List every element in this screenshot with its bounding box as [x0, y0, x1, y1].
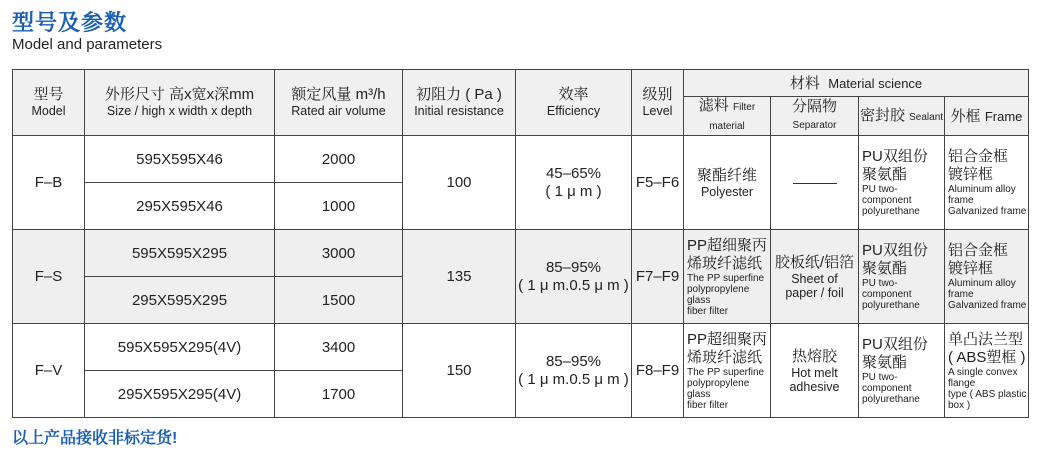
- separator-cell: 胶板纸/铝箔 Sheet of paper / foil: [771, 230, 859, 324]
- sealant-cell: PU双组份 聚氨酯 PU two-component polyurethane: [859, 230, 945, 324]
- table-row: [13, 230, 1029, 277]
- table-row: [13, 324, 1029, 371]
- size-cell: 595X595X46: [85, 136, 275, 183]
- header-efficiency: 效率 Efficiency: [516, 70, 632, 136]
- table-row: [13, 136, 1029, 183]
- frame-cell: 铝合金框 镀锌框 Aluminum alloy frame Galvanized frame: [945, 136, 1029, 230]
- resistance-cell: 100: [403, 136, 516, 230]
- frame-cell: 单凸法兰型 ( ABS塑框 ) A single convex flange type ( ABS plastic box ): [945, 324, 1029, 418]
- size-cell: 295X595X46: [85, 183, 275, 230]
- dash-mark: [793, 183, 837, 184]
- efficiency-cell: 85–95% ( 1 μ m.0.5 μ m ): [516, 324, 632, 418]
- frame-cell: 铝合金框 镀锌框 Aluminum alloy frame Galvanized frame: [945, 230, 1029, 324]
- filter-cell: 聚酯纤维 Polyester: [684, 136, 771, 230]
- header-filter: 滤料 Filter material: [684, 97, 771, 136]
- page-subtitle: Model and parameters: [12, 36, 163, 53]
- air-cell: 1500: [275, 277, 403, 324]
- level-cell: F8–F9: [632, 324, 684, 418]
- size-cell: 595X595X295: [85, 230, 275, 277]
- header-size: 外形尺寸 高x宽x深mm Size / high x width x depth: [85, 70, 275, 136]
- sealant-cell: PU双组份 聚氨酯 PU two-component polyurethane: [859, 324, 945, 418]
- air-cell: 1000: [275, 183, 403, 230]
- header-row-1: [13, 70, 1029, 97]
- header-air-volume: 额定风量 m³/h Rated air volume: [275, 70, 403, 136]
- size-cell: 295X595X295(4V): [85, 371, 275, 418]
- level-cell: F5–F6: [632, 136, 684, 230]
- resistance-cell: 135: [403, 230, 516, 324]
- header-separator: 分隔物 Separator: [771, 97, 859, 136]
- air-cell: 3400: [275, 324, 403, 371]
- air-cell: 3000: [275, 230, 403, 277]
- filter-cell: PP超细聚丙 烯玻纤滤纸 The PP superfine polypropylene glass fiber filter: [684, 324, 771, 418]
- header-resistance: 初阻力 ( Pa ) Initial resistance: [403, 70, 516, 136]
- separator-cell: 热熔胶 Hot melt adhesive: [771, 324, 859, 418]
- model-cell: F–B: [13, 136, 85, 230]
- air-cell: 2000: [275, 136, 403, 183]
- header-model: 型号 Model: [13, 70, 85, 136]
- header-sealant: 密封胶 Sealant: [859, 97, 945, 136]
- spec-table: [12, 69, 1029, 418]
- model-cell: F–V: [13, 324, 85, 418]
- resistance-cell: 150: [403, 324, 516, 418]
- size-cell: 595X595X295(4V): [85, 324, 275, 371]
- filter-cell: PP超细聚丙 烯玻纤滤纸 The PP superfine polypropylene glass fiber filter: [684, 230, 771, 324]
- header-frame: 外框 Frame: [945, 97, 1029, 136]
- footer-note: 以上产品接收非标定货!: [12, 430, 178, 447]
- efficiency-cell: 85–95% ( 1 μ m.0.5 μ m ): [516, 230, 632, 324]
- efficiency-cell: 45–65% ( 1 μ m ): [516, 136, 632, 230]
- header-level: 级别 Level: [632, 70, 684, 136]
- page-title: 型号及参数: [12, 10, 128, 35]
- model-cell: F–S: [13, 230, 85, 324]
- size-cell: 295X595X295: [85, 277, 275, 324]
- level-cell: F7–F9: [632, 230, 684, 324]
- separator-cell: [771, 136, 859, 230]
- header-material: 材料 Material science: [684, 70, 1029, 97]
- air-cell: 1700: [275, 371, 403, 418]
- sealant-cell: PU双组份 聚氨酯 PU two-component polyurethane: [859, 136, 945, 230]
